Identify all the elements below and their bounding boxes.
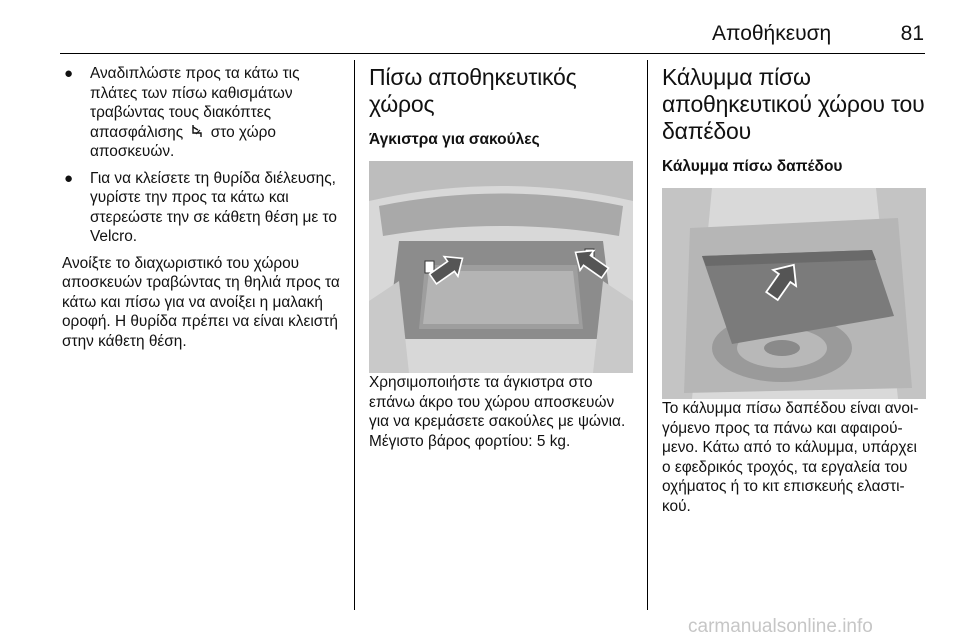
- rear-floor-cover-illustration: [662, 188, 926, 399]
- page-number: 81: [900, 22, 924, 45]
- chapter-title: Αποθήκευση: [712, 22, 832, 45]
- column-divider: [354, 60, 355, 610]
- subsection-heading: Άγκιστρα για σακούλες: [369, 131, 540, 148]
- column-2: [369, 64, 633, 451]
- seat-release-icon: [189, 124, 204, 139]
- figure-caption: Το κάλυμμα πίσω δαπέδου είναι ανοιγόμενο προς τα πάνω και αφαιρούμενο. Κάτω από το κάλυμμα, υπάρχει ο εφεδρικός τροχός, τα εργαλεία του οχήματος ή το κιτ επισκευής ελαστικού.: [662, 400, 919, 515]
- subsection-heading: Κάλυμμα πίσω δαπέδου: [662, 158, 843, 175]
- column-3: [662, 64, 927, 516]
- trunk-bag-hooks-illustration: [369, 161, 633, 373]
- bullet-icon: ●: [64, 169, 74, 187]
- body-paragraph: Ανοίξτε το διαχωριστικό του χώρου αποσκευών τραβώντας τη θηλιά προς τα κάτω και πίσω για να ανοίξει η μαλακή οροφή. Η θυρίδα πρέπει να είναι κλειστή στην κάθετη θέση.: [62, 254, 340, 350]
- column-divider: [647, 60, 648, 610]
- section-heading: Πίσω αποθηκευτικός χώρος: [369, 64, 577, 117]
- column-1: [62, 64, 346, 351]
- bullet-text: Για να κλείσετε τη θυρίδα διέλευσης, γυρίστε την προς τα κάτω και στερεώστε την σε κάθετη θέση με το Velcro.: [90, 169, 337, 245]
- bullet-list: [62, 64, 346, 247]
- bullet-item: [62, 64, 346, 162]
- section-heading: Κάλυμμα πίσω αποθηκευτικού χώρου του δαπέδου: [662, 64, 925, 144]
- watermark-text: carmanualsonline.info: [688, 616, 873, 637]
- bullet-text-continued: στο χώρο αποσκευών.: [90, 123, 276, 160]
- figure-caption: Χρησιμοποιήστε τα άγκιστρα στο επάνω άκρο του χώρου αποσκευών για να κρεμάσετε σακούλες με ψώνια. Μέγιστο βάρος φορτίου: 5 kg.: [369, 374, 626, 450]
- bullet-item: [62, 169, 346, 247]
- header-rule: [60, 53, 925, 54]
- bullet-icon: ●: [64, 65, 74, 82]
- bullet-text: Αναδιπλώστε προς τα κάτω τις πλάτες των πίσω καθισμάτων τραβώντας τους διακόπτες απασφάλισης: [90, 65, 300, 141]
- page-header: [712, 22, 924, 46]
